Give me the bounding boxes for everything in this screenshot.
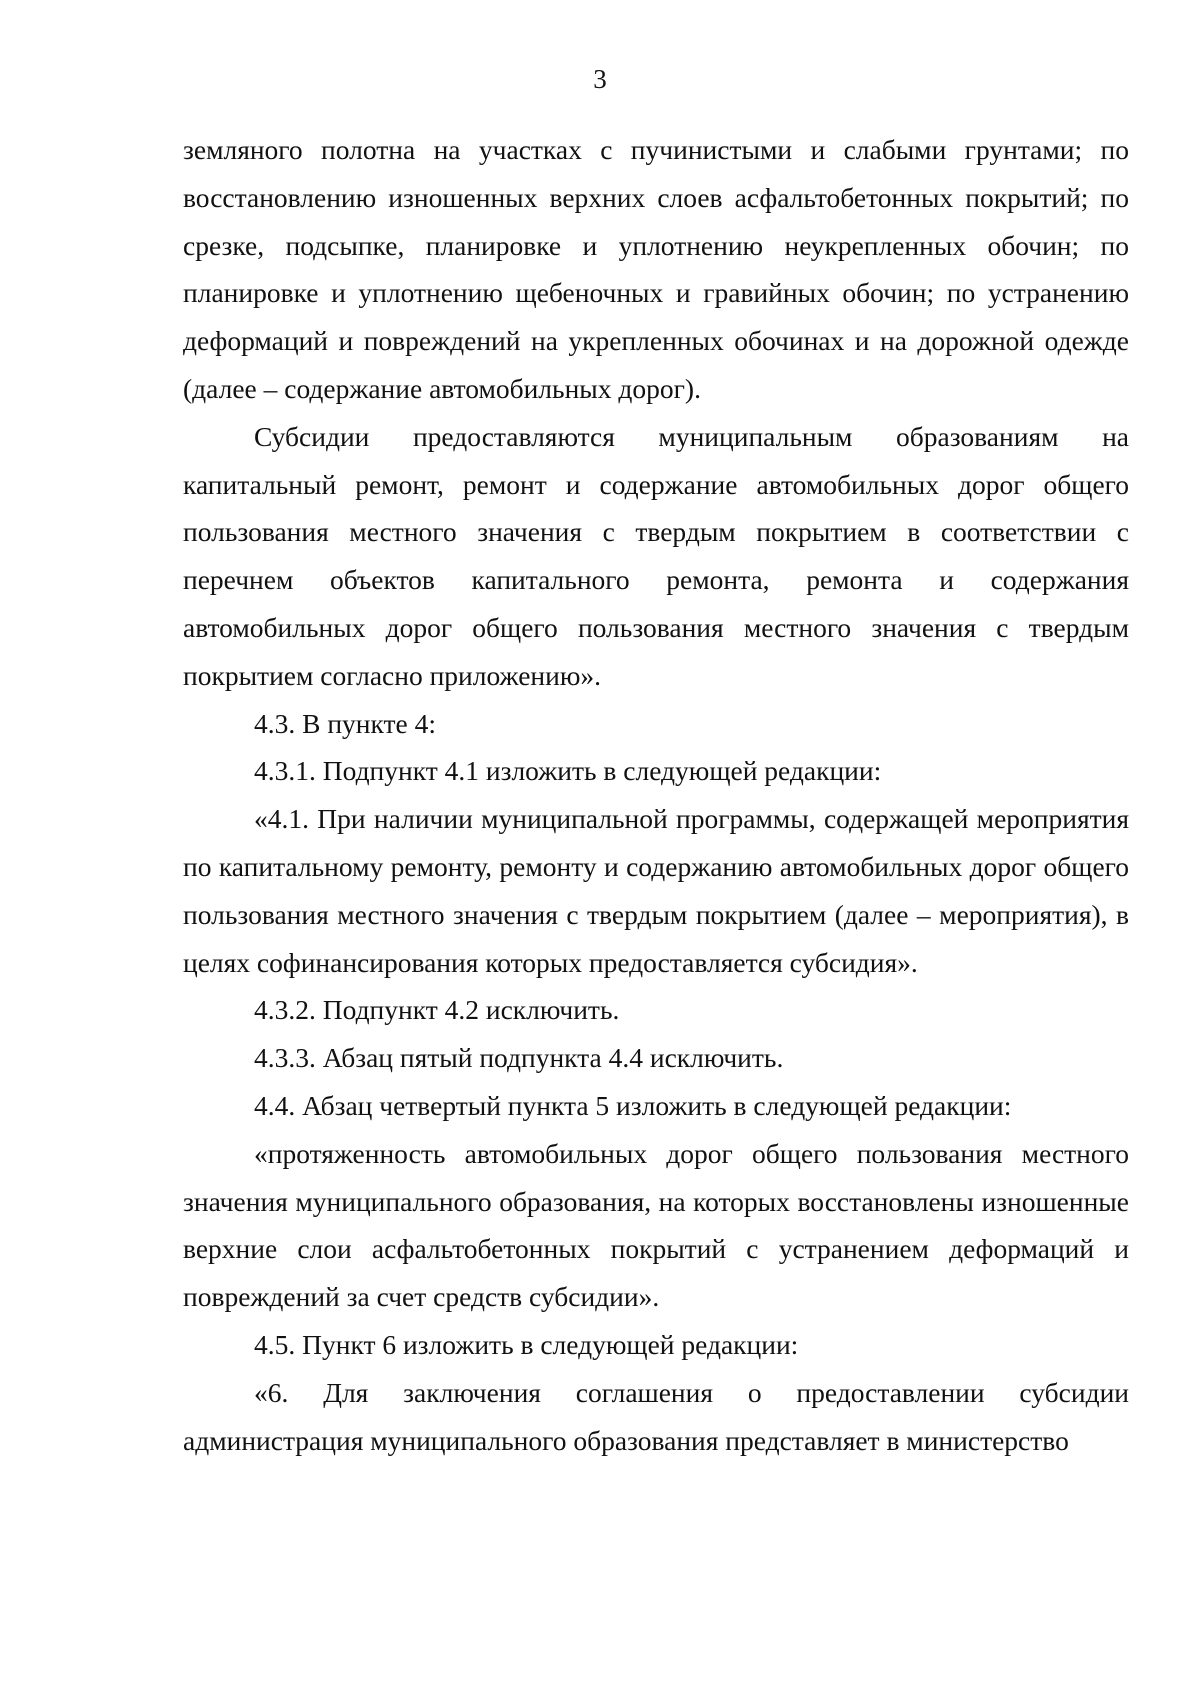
- paragraph-4-3: 4.3. В пункте 4:: [254, 707, 437, 739]
- paragraph-4-5: 4.5. Пункт 6 изложить в следующей редакции:: [254, 1328, 799, 1360]
- paragraph-4-4: 4.4. Абзац четвертый пункта 5 изложить в следующей редакции:: [254, 1089, 1012, 1121]
- paragraph-continued: земляного полотна на участках с пучинистыми и слабыми грунтами; по восстановлению изношенных верхних слоев асфальтобетонных покрытий; по срезке, подсыпке, планировке и уплотнению неукрепленных обочин; по планировке и уплотнению щебеночных и гравийных обочин; по устранению деформаций и повреждений на укрепленных обочинах и на дорожной одежде (далее – содержание автомобильных дорог).: [183, 134, 1129, 404]
- paragraph-subsidies: Субсидии предоставляются муниципальным образованиям на капитальный ремонт, ремонт и содержание автомобильных дорог общего пользования местного значения с твердым покрытием в соответствии с перечнем объектов капитального ремонта, ремонта и содержания автомобильных дорог общего пользования местного значения с твердым покрытием согласно приложению».: [183, 420, 1129, 691]
- paragraph-4-1-quote: «4.1. При наличии муниципальной программы, содержащей мероприятия по капитальному ремонту, ремонту и содержанию автомобильных дорог общего пользования местного значения с твердым покрытием (далее – мероприятия), в целях софинансирования которых предоставляется субсидия».: [183, 803, 1129, 978]
- paragraph-4-3-2: 4.3.2. Подпункт 4.2 исключить.: [254, 994, 620, 1026]
- page-number: 3: [593, 64, 607, 94]
- document-body: [183, 126, 1129, 1464]
- paragraph-4-3-1: 4.3.1. Подпункт 4.1 изложить в следующей редакции:: [254, 755, 882, 787]
- paragraph-length-quote: «протяженность автомобильных дорог общего пользования местного значения муниципального образования, на которых восстановлены изношенные верхние слои асфальтобетонных покрытий с устранением деформаций и повреждений за счет средств субсидии».: [183, 1137, 1129, 1313]
- paragraph-6-quote: «6. Для заключения соглашения о предоставлении субсидии администрация муниципального образования представляет в министерство: [183, 1376, 1129, 1456]
- paragraph-4-3-3: 4.3.3. Абзац пятый подпункта 4.4 исключить.: [254, 1042, 784, 1074]
